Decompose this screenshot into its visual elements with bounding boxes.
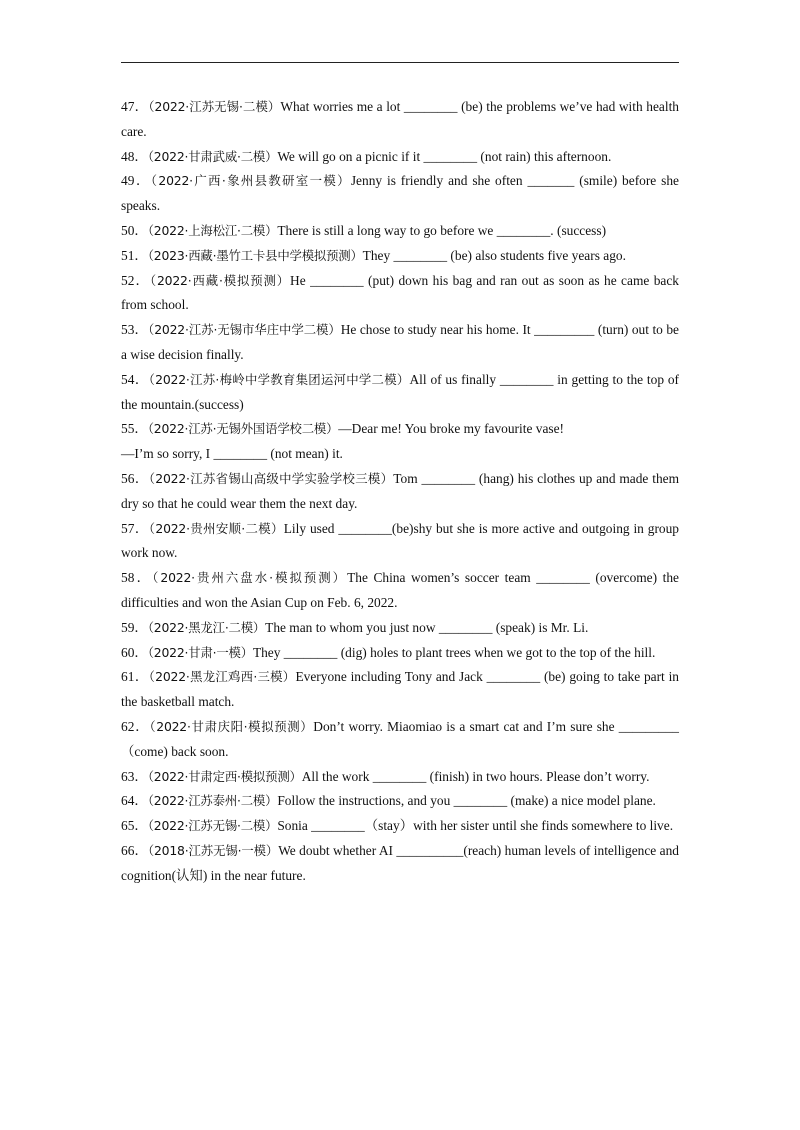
question-source: （2023·西藏·墨竹工卡县中学模拟预测）	[147, 247, 363, 263]
question-source: （2022·甘肃定西·模拟预测）	[147, 768, 302, 784]
question-49	[121, 169, 679, 219]
question-source: （2022·江苏泰州·二模）	[147, 793, 278, 809]
question-52	[121, 269, 679, 319]
question-text: There is still a long way to go before we ________. (success)	[277, 222, 607, 238]
question-text: Don’t worry. Miaomiao is a smart cat and I’m sure she _________（come) back soon.	[121, 718, 680, 759]
question-number: 55．	[121, 421, 148, 437]
question-text: We will go on a picnic if it ________ (not rain) this afternoon.	[277, 148, 612, 164]
question-number: 64．	[121, 793, 148, 809]
question-text: Tom ________ (hang) his clothes up and made them dry so that he could wear them the next day.	[121, 470, 679, 511]
question-51	[121, 244, 679, 269]
question-59	[121, 616, 679, 641]
question-50	[121, 219, 679, 244]
question-number: 63．	[121, 768, 148, 784]
question-number: 54．	[121, 371, 149, 387]
header-rule	[121, 62, 679, 63]
question-source: （2022·江苏省锡山高级中学实验学校三模）	[148, 470, 394, 486]
question-number: 58．	[121, 570, 153, 586]
question-text: We doubt whether AI __________(reach) human levels of intelligence and cognition(认知) in the near future.	[121, 842, 679, 883]
question-text: The man to whom you just now ________ (speak) is Mr. Li.	[265, 619, 589, 635]
question-66	[121, 839, 679, 889]
question-number: 66．	[121, 842, 148, 858]
question-64	[121, 789, 679, 814]
question-source: （2022·甘肃武威·二模）	[147, 148, 278, 164]
question-source: （2022·江苏·梅岭中学教育集团运河中学二模）	[148, 371, 410, 387]
question-source: （2022·江苏无锡·二模）	[148, 99, 281, 114]
question-text: What worries me a lot ________ (be) the problems we’ve had with health care.	[121, 99, 680, 139]
question-source: （2022·上海松江·二模）	[147, 222, 278, 238]
question-number: 60．	[121, 644, 148, 660]
question-65	[121, 814, 679, 839]
question-source: （2022·贵州六盘水·模拟预测）	[152, 570, 348, 586]
question-55	[121, 417, 679, 467]
question-text: The China women’s soccer team ________ (overcome) the difficulties and won the Asian Cup on Feb. 6, 2022.	[121, 570, 679, 610]
question-54	[121, 368, 679, 418]
question-number: 57．	[121, 520, 149, 536]
question-text: Sonia ________（stay）with her sister until she finds somewhere to live.	[277, 818, 674, 834]
question-source: （2022·黑龙江鸡西·三模）	[148, 669, 296, 685]
question-text: They ________ (be) also students five years ago.	[362, 247, 626, 263]
question-text: —Dear me! You broke my favourite vase!	[338, 421, 564, 437]
question-source: （2022·江苏·无锡外国语学校二模）	[147, 421, 339, 437]
question-source: （2022·甘肃庆阳·模拟预测）	[149, 718, 314, 734]
question-number: 59．	[121, 619, 148, 635]
question-text: All the work ________ (finish) in two hours. Please don’t worry.	[301, 768, 650, 784]
question-source: （2022·西藏·模拟预测）	[149, 272, 291, 288]
question-62	[121, 715, 679, 765]
question-source: （2022·广西·象州县教研室一模）	[150, 173, 351, 189]
question-48	[121, 145, 679, 170]
question-text: They ________ (dig) holes to plant trees when we got to the top of the hill.	[252, 644, 656, 660]
question-number: 52．	[121, 272, 150, 288]
question-source: （2018·江苏无锡·一模）	[147, 842, 279, 858]
question-text-line2: —I’m so sorry, I ________ (not mean) it.	[121, 446, 343, 462]
question-57	[121, 517, 679, 567]
question-number: 47．	[121, 99, 149, 114]
question-number: 62．	[121, 718, 150, 734]
question-58	[121, 566, 679, 616]
question-text: He ________ (put) down his bag and ran out as soon as he came back from school.	[121, 272, 679, 313]
question-list	[121, 95, 679, 889]
question-47	[121, 95, 679, 145]
question-number: 61．	[121, 669, 149, 685]
question-text: Follow the instructions, and you ________ (make) a nice model plane.	[277, 793, 656, 809]
question-text: Everyone including Tony and Jack ________ (be) going to take part in the basketball match.	[121, 669, 679, 710]
question-number: 50．	[121, 222, 148, 238]
question-number: 56．	[121, 470, 149, 486]
question-source: （2022·贵州安顺·二模）	[148, 520, 284, 536]
question-number: 49．	[121, 173, 151, 189]
question-53	[121, 318, 679, 368]
question-source: （2022·甘肃·一模）	[147, 644, 253, 660]
question-number: 53．	[121, 322, 149, 338]
question-60	[121, 641, 679, 666]
question-text: All of us finally ________ in getting to the top of the mountain.(success)	[121, 371, 679, 412]
question-56	[121, 467, 679, 517]
question-number: 65．	[121, 818, 148, 834]
question-source: （2022·江苏无锡·二模）	[147, 818, 278, 834]
question-text: Jenny is friendly and she often _______ (smile) before she speaks.	[121, 173, 679, 214]
question-source: （2022·江苏·无锡市华庄中学二模）	[148, 322, 341, 338]
question-number: 51．	[121, 247, 148, 263]
question-63	[121, 765, 679, 790]
question-61	[121, 665, 679, 715]
question-text: He chose to study near his home. It _________ (turn) out to be a wise decision finally.	[121, 322, 679, 362]
question-text: Lily used ________(be)shy but she is more active and outgoing in group work now.	[121, 520, 680, 561]
question-source: （2022·黑龙江·二模）	[147, 619, 266, 635]
question-number: 48．	[121, 148, 148, 164]
